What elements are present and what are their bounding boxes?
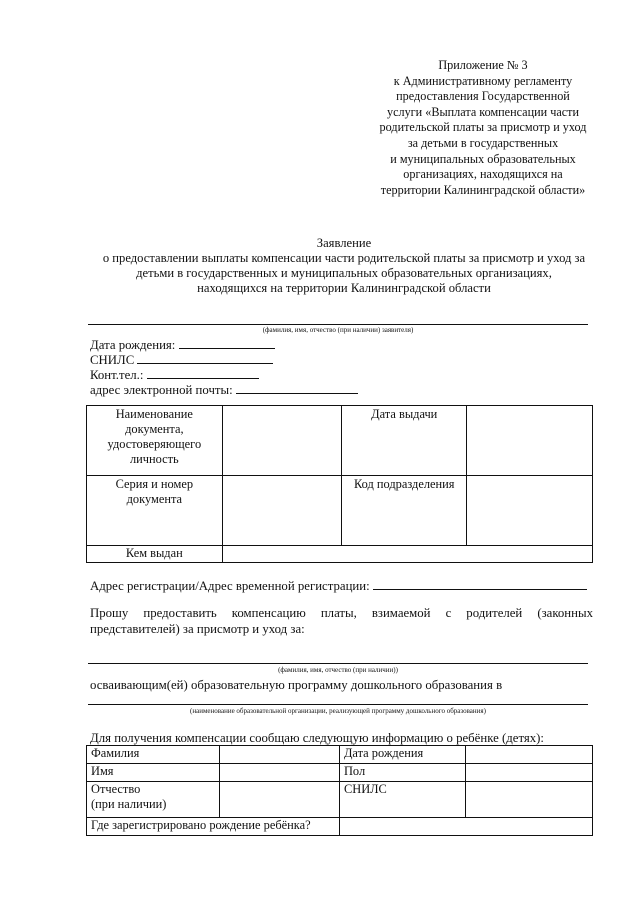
- program-text: осваивающим(ей) образовательную программу дошкольного образования в: [90, 678, 503, 692]
- applicant-name-line[interactable]: [88, 324, 588, 325]
- org-name-line[interactable]: [88, 704, 588, 705]
- id-doc-value[interactable]: [222, 406, 341, 476]
- table-row: [87, 818, 593, 836]
- appendix-line: родительской платы за присмотр и уход: [379, 120, 587, 135]
- issued-by-value[interactable]: [222, 546, 592, 563]
- appendix-line: за детьми в государственных: [407, 135, 559, 150]
- title-line: детьми в государственных и муниципальных образовательных организациях,: [136, 266, 552, 280]
- dept-code-label: Код подразделения: [342, 476, 467, 546]
- child-birth-date-value[interactable]: [466, 746, 593, 764]
- appendix-block: [372, 58, 594, 198]
- child-snils-label: СНИЛС: [339, 782, 466, 818]
- id-doc-label: Наименование документа, удостоверяющего личность: [87, 406, 223, 476]
- child-name-line[interactable]: [88, 663, 588, 664]
- birth-registered-value[interactable]: [339, 818, 592, 836]
- address-field: [90, 577, 587, 594]
- surname-value[interactable]: [219, 746, 339, 764]
- snils-input[interactable]: [137, 351, 273, 364]
- table-row: [87, 782, 593, 818]
- table-row: [87, 476, 593, 546]
- child-info-table: [86, 745, 593, 836]
- child-name-caption: (фамилия, имя, отчество (при наличии)): [278, 666, 398, 674]
- snils-label: СНИЛС: [90, 353, 135, 367]
- patronymic-label: [87, 782, 220, 818]
- appendix-line: услуги «Выплата компенсации части: [387, 104, 579, 119]
- phone-input[interactable]: [147, 366, 259, 379]
- series-number-label: Серия и номер документа: [87, 476, 223, 546]
- sex-value[interactable]: [466, 764, 593, 782]
- table-row: [87, 546, 593, 563]
- appendix-line: предоставления Государственной: [396, 89, 570, 104]
- table-row: [87, 406, 593, 476]
- series-number-value[interactable]: [222, 476, 341, 546]
- patronymic-label-line-2: (при наличии): [91, 797, 167, 811]
- id-document-table: [86, 405, 593, 563]
- appendix-line: и муниципальных образовательных: [390, 151, 576, 166]
- appendix-line: организациях, находящихся на: [403, 167, 563, 182]
- address-input[interactable]: [373, 577, 587, 590]
- patronymic-value[interactable]: [219, 782, 339, 818]
- child-info-intro: Для получения компенсации сообщаю следующую информацию о ребёнке (детях):: [90, 731, 544, 745]
- email-field: [90, 381, 358, 398]
- birth-date-input[interactable]: [179, 336, 275, 349]
- phone-label: Конт.тел.:: [90, 368, 144, 382]
- birth-date-label: Дата рождения:: [90, 338, 176, 352]
- sex-label: Пол: [339, 764, 466, 782]
- child-snils-value[interactable]: [466, 782, 593, 818]
- appendix-line: территории Калининградской области»: [380, 182, 586, 197]
- appendix-line: к Административному регламенту: [393, 73, 573, 88]
- title-line: находящихся на территории Калининградской области: [197, 281, 491, 295]
- dept-code-value[interactable]: [467, 476, 593, 546]
- surname-label: Фамилия: [87, 746, 220, 764]
- document-title: [84, 236, 604, 296]
- address-label: Адрес регистрации/Адрес временной регистрации:: [90, 579, 370, 593]
- applicant-name-caption: (фамилия, имя, отчество (при наличии) заявителя): [262, 326, 414, 334]
- birth-registered-label: Где зарегистрировано рождение ребёнка?: [87, 818, 340, 836]
- name-label: Имя: [87, 764, 220, 782]
- request-line-2: представителей) за присмотр и уход за:: [90, 622, 305, 636]
- title-line: о предоставлении выплаты компенсации части родительской платы за присмотр и уход за: [102, 251, 586, 265]
- request-line-1: Прошу предоставить компенсацию платы, взимаемой с родителей (законных: [90, 606, 593, 620]
- title-heading: Заявление: [316, 236, 372, 250]
- child-birth-date-label: Дата рождения: [339, 746, 466, 764]
- issued-by-label: Кем выдан: [87, 546, 223, 563]
- issue-date-value[interactable]: [467, 406, 593, 476]
- org-name-caption: (наименование образовательной организации, реализующей программу дошкольного образования): [190, 707, 486, 715]
- table-row: [87, 764, 593, 782]
- name-value[interactable]: [219, 764, 339, 782]
- patronymic-label-line-1: Отчество: [91, 782, 141, 796]
- table-row: [87, 746, 593, 764]
- email-input[interactable]: [236, 381, 358, 394]
- appendix-line: Приложение № 3: [438, 58, 528, 72]
- email-label: адрес электронной почты:: [90, 383, 233, 397]
- issue-date-label: Дата выдачи: [342, 406, 467, 476]
